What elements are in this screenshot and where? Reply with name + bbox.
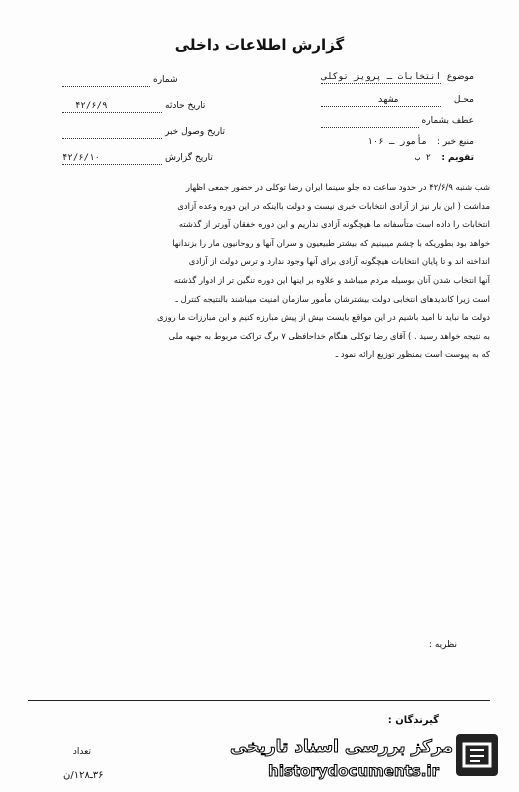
rating-label: تقویم :	[441, 153, 474, 163]
report-body-line: دولت ما نباید نا امید باشیم در این مواقع بایست بیش از پیش مبارزه کنیم و این مبارزات ما روزی	[156, 312, 490, 323]
report-body-line: است زیرا کاندیدهای انتخابی دولت بیشترشان مأمور سازمان امنیت میباشند بالنتیجه کنترل ـ	[175, 293, 490, 304]
source-label: منبع خبر :	[436, 137, 474, 147]
event-date-label: تاریخ حادثه	[165, 101, 206, 111]
report-date-value: ۴۲/۶/۱۰	[62, 153, 100, 163]
number-label: شماره	[153, 75, 178, 85]
opinion-label: نظریه :	[428, 640, 457, 650]
report-body-line: خواهد بود بطوریکه با چشم میبینیم که بیشتر طبیعیون و سران آنها و روحانیون مار را بزندانها	[172, 237, 490, 248]
watermark-title: مرکز بررسی اسناد تاریخی	[230, 737, 453, 757]
receipt-date-label: تاریخ وصول خبر	[165, 127, 226, 137]
document-code: ۳۶ـ۱۲۸/ن	[63, 770, 104, 781]
recipients-prefix: تعداد	[72, 747, 91, 757]
reference-dotted-line	[321, 127, 419, 128]
location-label: محـل	[453, 95, 474, 105]
archive-logo-icon	[452, 730, 502, 780]
rating-value: ۲ ب	[414, 153, 431, 163]
report-body-line: انتخابات را داده است متأسفانه ما هیچگونه آزادی نداریم و این دوره خفقان آورتر از گذشته	[178, 219, 490, 230]
report-date-label: تاریخ گزارش	[165, 153, 213, 163]
event-date-dotted-line	[62, 112, 162, 113]
event-date-value: ۴۲/۶/۹	[75, 101, 108, 111]
location-dotted-line	[321, 106, 441, 107]
number-dotted-line	[62, 86, 150, 87]
report-date-dotted-line	[62, 164, 162, 165]
source-value: مأمور ـ ۱۰۶	[367, 137, 427, 147]
subject-label: موضوع	[446, 72, 474, 82]
report-body-line: آنها انتخاب شدن آنان بوسیله مردم میباشد و علاوه بر اینها این دوره تنگین تر از ادوار گذشته	[173, 274, 490, 285]
report-body-line: مداشت ( این بار نیز از آزادی انتخابات خبری نیست و دولت بااینکه در این دوره وعده آزادی	[177, 200, 490, 211]
location-value: مشهد	[377, 95, 399, 105]
receipt-date-dotted-line	[62, 138, 162, 139]
document-title: گزارش اطلاعات داخلی	[174, 36, 345, 54]
recipients-label: گیرندگان :	[387, 715, 439, 726]
report-body	[28, 178, 490, 364]
report-body-line: انداخته اند و تا پایان انتخابات هیچگونه آزادی برای آنها وجود ندارد و ترس دولت از آزادی	[188, 256, 490, 267]
report-body-line: که به پیوست است بمنظور توزیع ارائه نمود ـ	[335, 349, 490, 360]
reference-label: عطف بشماره	[421, 116, 474, 126]
footer-divider	[28, 700, 490, 701]
report-body-line: به نتیجه خواهد رسید . ) آقای رضا توکلی هنگام خداحافظی ۷ برگ تراکت مربوط به جبهه ملی	[168, 330, 490, 341]
subject-dotted-line	[321, 83, 441, 84]
report-body-line: شب شنبه ۴۲/۶/۹ در حدود ساعت ده جلو سینما ایران رضا توکلی در حضور جمعی اظهار	[185, 182, 490, 192]
watermark-url: historydocuments.ir	[268, 762, 439, 780]
subject-value: انتخابات ـ پرویز توکلی	[321, 72, 441, 82]
